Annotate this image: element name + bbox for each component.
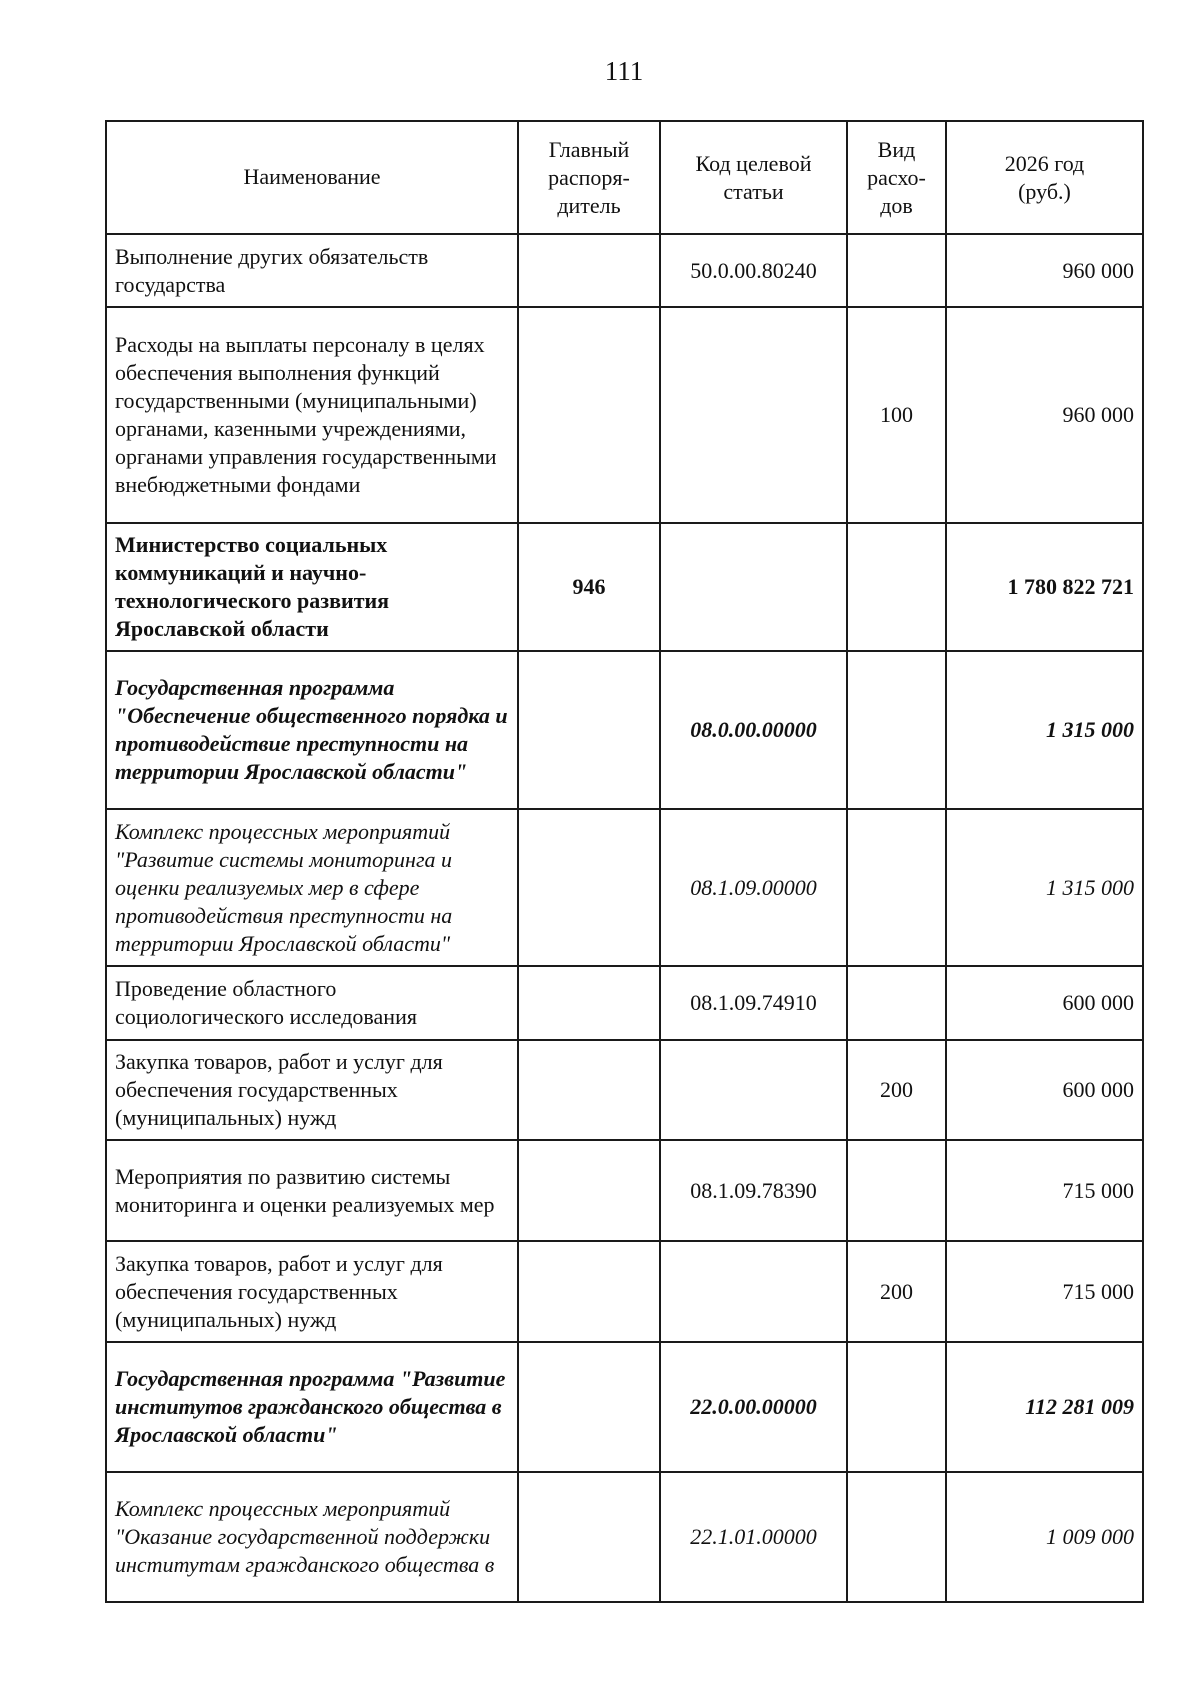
row-code — [660, 307, 847, 523]
row-amount: 715 000 — [946, 1241, 1143, 1342]
row-code: 22.1.01.00000 — [660, 1472, 847, 1602]
row-type — [847, 966, 946, 1040]
row-name: Выполнение других обязательств государства — [106, 234, 518, 307]
row-amount: 1 780 822 721 — [946, 523, 1143, 651]
row-amount: 960 000 — [946, 234, 1143, 307]
row-amount: 1 009 000 — [946, 1472, 1143, 1602]
row-manager — [518, 1472, 660, 1602]
header-amount-label: 2026 год (руб.) — [1004, 150, 1085, 204]
row-name: Расходы на выплаты персоналу в целях обеспечения выполнения функций государственными (муниципальными) органами, казенными учреждениями, органами управления государственными внебюджетными фондами — [106, 307, 518, 523]
header-type — [847, 121, 946, 234]
row-amount: 715 000 — [946, 1140, 1143, 1241]
row-name: Комплекс процессных мероприятий "Оказание государственной поддержки институтам гражданского общества в — [106, 1472, 518, 1602]
row-code — [660, 523, 847, 651]
header-amount — [946, 121, 1143, 234]
table-row — [106, 307, 1143, 523]
row-manager — [518, 1241, 660, 1342]
header-name — [106, 121, 518, 234]
row-code: 08.1.09.74910 — [660, 966, 847, 1040]
row-amount: 1 315 000 — [946, 809, 1143, 966]
header-code — [660, 121, 847, 234]
header-code-label: Код целевой статьи — [695, 150, 812, 204]
table-row — [106, 809, 1143, 966]
row-type — [847, 1472, 946, 1602]
row-amount: 1 315 000 — [946, 651, 1143, 809]
row-type — [847, 523, 946, 651]
row-name: Комплекс процессных мероприятий "Развитие системы мониторинга и оценки реализуемых мер в сфере противодействия преступности на территории Ярославской области" — [106, 809, 518, 966]
row-amount: 960 000 — [946, 307, 1143, 523]
row-code: 22.0.00.00000 — [660, 1342, 847, 1472]
header-type-label: Вид расхо-дов — [867, 136, 926, 218]
page-number: 111 — [604, 56, 644, 86]
row-manager — [518, 809, 660, 966]
row-type — [847, 651, 946, 809]
row-type — [847, 1140, 946, 1241]
table-header-row — [106, 121, 1143, 234]
table-row — [106, 651, 1143, 809]
row-manager — [518, 1140, 660, 1241]
table-row — [106, 966, 1143, 1040]
row-name: Закупка товаров, работ и услуг для обеспечения государственных (муниципальных) нужд — [106, 1040, 518, 1140]
row-code: 08.1.09.00000 — [660, 809, 847, 966]
row-type: 200 — [847, 1241, 946, 1342]
budget-table — [105, 120, 1144, 1603]
row-name: Министерство социальных коммуникаций и научно-технологического развития Ярославской области — [106, 523, 518, 651]
row-name: Проведение областного социологического исследования — [106, 966, 518, 1040]
table-row — [106, 1040, 1143, 1140]
row-manager — [518, 966, 660, 1040]
row-amount: 600 000 — [946, 966, 1143, 1040]
table-row — [106, 1140, 1143, 1241]
row-type: 200 — [847, 1040, 946, 1140]
row-amount: 112 281 009 — [946, 1342, 1143, 1472]
row-type — [847, 809, 946, 966]
row-manager — [518, 307, 660, 523]
row-manager — [518, 1342, 660, 1472]
row-manager: 946 — [518, 523, 660, 651]
row-code — [660, 1040, 847, 1140]
row-manager — [518, 234, 660, 307]
row-type — [847, 234, 946, 307]
row-name: Государственная программа "Развитие институтов гражданского общества в Ярославской области" — [106, 1342, 518, 1472]
row-code: 50.0.00.80240 — [660, 234, 847, 307]
row-name: Закупка товаров, работ и услуг для обеспечения государственных (муниципальных) нужд — [106, 1241, 518, 1342]
row-name: Государственная программа "Обеспечение общественного порядка и противодействие преступности на территории Ярославской области" — [106, 651, 518, 809]
row-name: Мероприятия по развитию системы мониторинга и оценки реализуемых мер — [106, 1140, 518, 1241]
header-name-label: Наименование — [243, 163, 381, 189]
table-row — [106, 234, 1143, 307]
row-code: 08.1.09.78390 — [660, 1140, 847, 1241]
row-type — [847, 1342, 946, 1472]
row-type: 100 — [847, 307, 946, 523]
header-manager-label: Главный распоря-дитель — [548, 136, 630, 218]
table-row — [106, 1472, 1143, 1602]
row-manager — [518, 1040, 660, 1140]
row-code: 08.0.00.00000 — [660, 651, 847, 809]
table-row — [106, 1342, 1143, 1472]
row-code — [660, 1241, 847, 1342]
header-manager — [518, 121, 660, 234]
table-row — [106, 523, 1143, 651]
row-amount: 600 000 — [946, 1040, 1143, 1140]
table-row — [106, 1241, 1143, 1342]
row-manager — [518, 651, 660, 809]
